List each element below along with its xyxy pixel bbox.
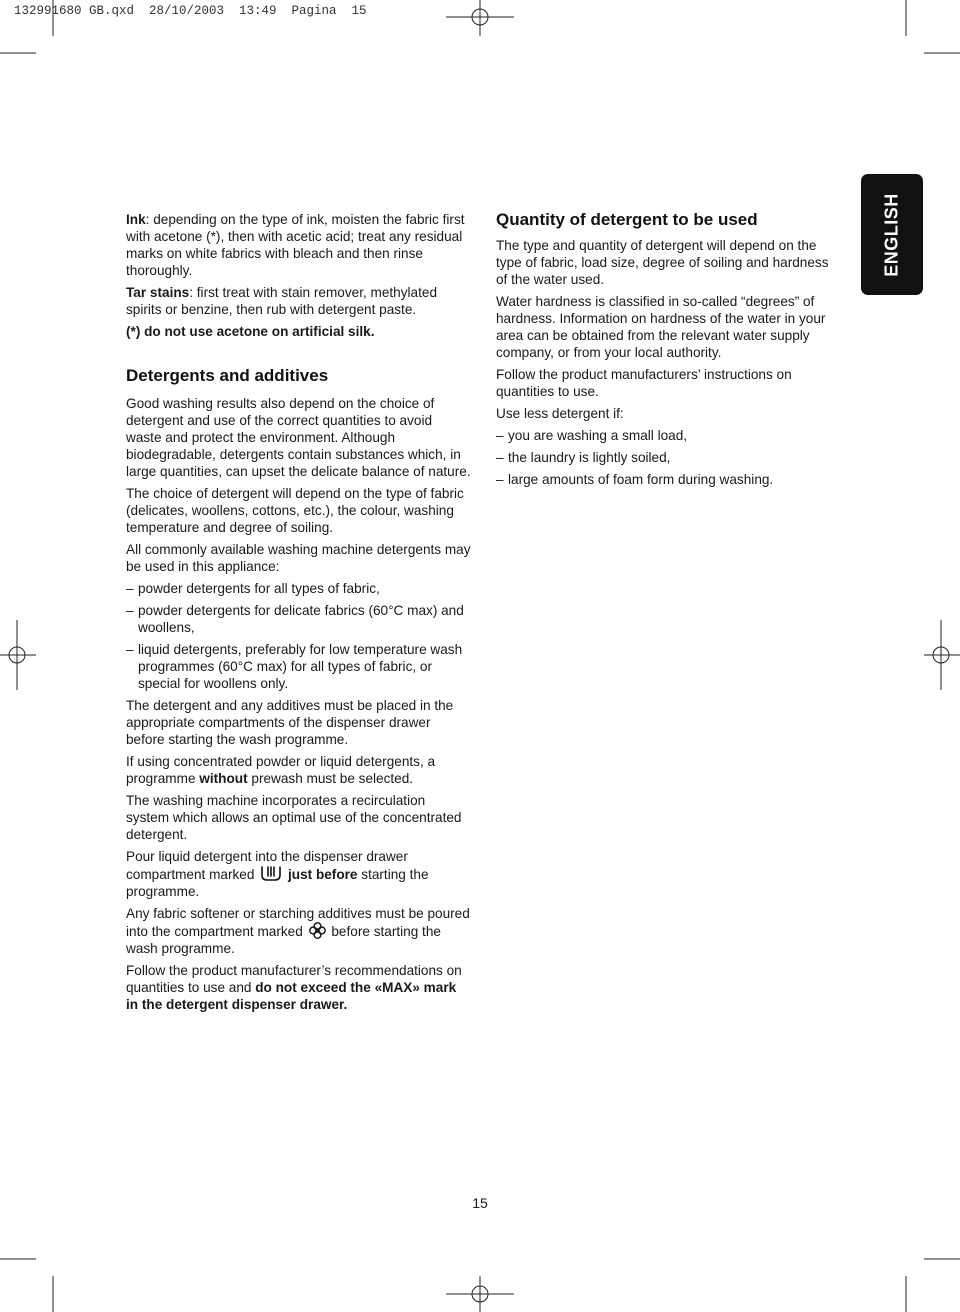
detergents-paragraph-8: Any fabric softener or starching additives must be poured into the compartment marked before starting the wash programme. bbox=[126, 906, 470, 956]
detergents-paragraph-9: Follow the product manufacturer’s recommendations on quantities to use and do not exceed the «MAX» mark in the detergent dispenser drawer. bbox=[126, 963, 462, 1012]
fabric-softener-flower-icon bbox=[309, 922, 326, 939]
language-tab-label: ENGLISH bbox=[881, 192, 902, 277]
right-column bbox=[496, 211, 841, 493]
list-item: – large amounts of foam form during washing. bbox=[496, 471, 841, 488]
detergents-paragraph-3: All commonly available washing machine detergents may be used in this appliance: bbox=[126, 542, 471, 574]
list-item: – powder detergents for delicate fabrics (60°C max) and woollens, bbox=[126, 602, 471, 636]
list-item: – liquid detergents, preferably for low temperature wash programmes (60°C max) for all types of fabric, or special for woollens only. bbox=[126, 641, 471, 692]
liquid-detergent-icon bbox=[260, 865, 282, 882]
detergents-paragraph-1: Good washing results also depend on the choice of detergent and use of the correct quantities to avoid waste and protect the environment. Although biodegradable, detergents contain substances which, in large quantities, can upset the delicate balance of nature. bbox=[126, 396, 471, 479]
print-slug: 132991680 GB.qxd 28/10/2003 13:49 Pagina 15 bbox=[14, 4, 367, 18]
page-number: 15 bbox=[472, 1195, 488, 1211]
detergents-paragraph-7: Pour liquid detergent into the dispenser drawer compartment marked just before starting the programme. bbox=[126, 849, 429, 899]
list-item: – the laundry is lightly soiled, bbox=[496, 449, 841, 466]
detergents-paragraph-5: If using concentrated powder or liquid detergents, a programme without prewash must be selected. bbox=[126, 754, 436, 786]
quantity-paragraph-2: Water hardness is classified in so-called “degrees” of hardness. Information on hardness of the water in your area can be obtained from the relevant water supply company, or from your local authority. bbox=[496, 294, 826, 360]
quantity-paragraph-1: The type and quantity of detergent will depend on the type of fabric, load size, degree of soiling and hardness of the water used. bbox=[496, 238, 829, 287]
detergents-paragraph-4: The detergent and any additives must be placed in the appropriate compartments of the dispenser drawer before starting the wash programme. bbox=[126, 698, 454, 747]
less-detergent-list bbox=[496, 427, 841, 488]
tar-paragraph: Tar stains: first treat with stain remover, methylated spirits or benzine, then rub with detergent paste. bbox=[126, 285, 438, 317]
acetone-note: (*) do not use acetone on artificial silk. bbox=[126, 324, 375, 339]
detergents-heading: Detergents and additives bbox=[126, 366, 329, 385]
list-item: – powder detergents for all types of fabric, bbox=[126, 580, 471, 597]
tar-label: Tar stains bbox=[126, 285, 190, 300]
quantity-paragraph-4: Use less detergent if: bbox=[496, 406, 624, 421]
detergent-types-list bbox=[126, 580, 471, 692]
language-tab bbox=[861, 174, 923, 295]
ink-paragraph: Ink: depending on the type of ink, moisten the fabric first with acetone (*), then with acetic acid; treat any residual marks on white fabrics with bleach and then rinse thoroughly. bbox=[126, 212, 465, 278]
detergents-paragraph-6: The washing machine incorporates a recirculation system which allows an optimal use of the concentrated detergent. bbox=[126, 793, 462, 842]
detergents-paragraph-2: The choice of detergent will depend on the type of fabric (delicates, woollens, cottons, etc.), the colour, washing temperature and degree of soiling. bbox=[126, 486, 464, 535]
quantity-paragraph-3: Follow the product manufacturers’ instructions on quantities to use. bbox=[496, 367, 792, 399]
ink-label: Ink bbox=[126, 212, 146, 227]
list-item: – you are washing a small load, bbox=[496, 427, 841, 444]
quantity-heading: Quantity of detergent to be used bbox=[496, 210, 758, 229]
left-column bbox=[126, 211, 471, 1018]
